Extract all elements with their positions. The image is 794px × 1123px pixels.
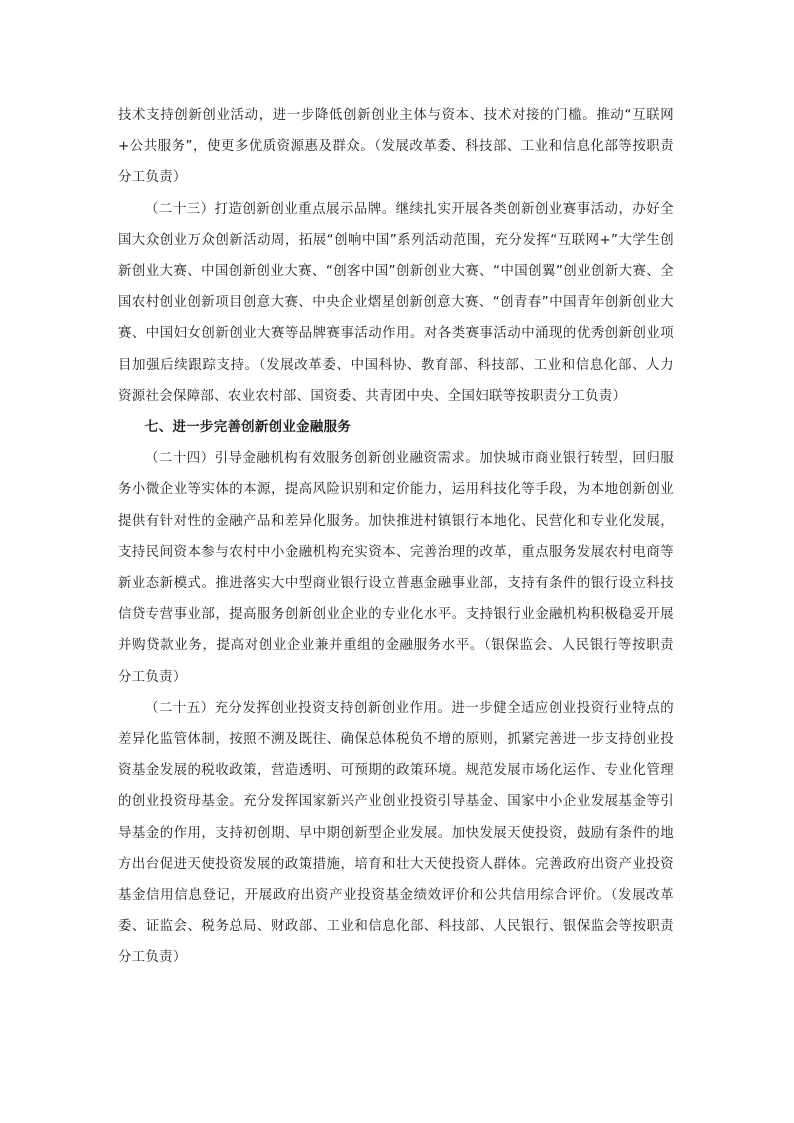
paragraph-item-24: （二十四）引导金融机构有效服务创新创业融资需求。加快城市商业银行转型，回归服务小微企业等实体的本源，提高风险识别和定价能力，运用科技化等手段，为本地创新创业提供有针对性的金融产品和差异化服务。加快推进村镇银行本地化、民营化和专业化发展，支持民间资本参与农村中小金融机构充实资本、完善治理的改革，重点服务发展农村电商等新业态新模式。推进落实大中型商业银行设立普惠金融事业部，支持有条件的银行设立科技信贷专营事业部，提高服务创新创业企业的专业化水平。支持银行业金融机构积极稳妥开展并购贷款业务，提高对创业企业兼并重组的金融服务水平。（银保监会、人民银行等按职责分工负责） xyxy=(118,451,674,685)
section-heading: 七、进一步完善创新创业金融服务 xyxy=(145,420,352,436)
document-body xyxy=(118,100,674,974)
paragraph-item-23: （二十三）打造创新创业重点展示品牌。继续扎实开展各类创新创业赛事活动，办好全国大众创业万众创新活动周，拓展“创响中国”系列活动范围，充分发挥“互联网+”大学生创新创业大赛、中国创新创业大赛、“创客中国”创新创业大赛、“中国创翼”创业创新大赛、全国农村创业创新项目创意大赛、中央企业熠星创新创意大赛、“创青春”中国青年创新创业大赛、中国妇女创新创业大赛等品牌赛事活动作用。对各类赛事活动中涌现的优秀创新创业项目加强后续跟踪支持。（发展改革委、中国科协、教育部、科技部、工业和信息化部、人力资源社会保障部、农业农村部、国资委、共青团中央、全国妇联等按职责分工负责） xyxy=(118,201,674,404)
paragraph-continuation: 技术支持创新创业活动，进一步降低创新创业主体与资本、技术对接的门槛。推动“互联网+公共服务”，使更多优质资源惠及群众。（发展改革委、科技部、工业和信息化部等按职责分工负责） xyxy=(118,108,674,186)
paragraph-item-25: （二十五）充分发挥创业投资支持创新创业作用。进一步健全适应创业投资行业特点的差异化监管体制，按照不溯及既往、确保总体税负不增的原则，抓紧完善进一步支持创业投资基金发展的税收政策，营造透明、可预期的政策环境。规范发展市场化运作、专业化管理的创业投资母基金。充分发挥国家新兴产业创业投资引导基金、国家中小企业发展基金等引导基金的作用，支持初创期、早中期创新型企业发展。加快发展天使投资，鼓励有条件的地方出台促进天使投资发展的政策措施，培育和壮大天使投资人群体。完善政府出资产业投资基金信用信息登记，开展政府出资产业投资基金绩效评价和公共信用综合评价。（发展改革委、证监会、税务总局、财政部、工业和信息化部、科技部、人民银行、银保监会等按职责分工负责） xyxy=(118,700,674,966)
